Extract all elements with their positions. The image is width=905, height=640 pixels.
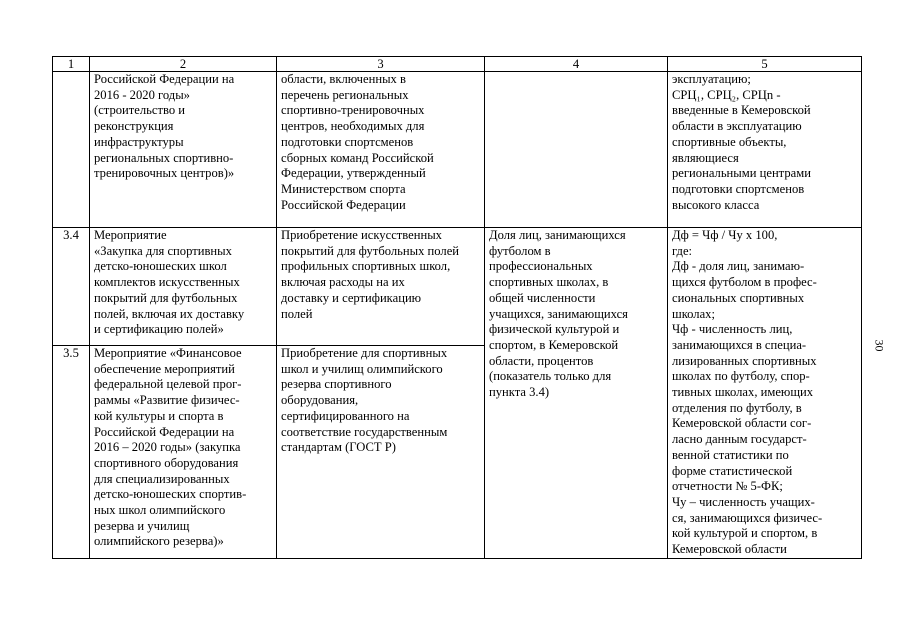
row-number: 3.4 [53, 228, 90, 346]
header-col-4: 4 [485, 57, 668, 72]
row-number [53, 72, 90, 228]
cell-formula: Дф = Чф / Чу х 100, где: Дф - доля лиц, занимаю- щихся футболом в профес- сиональных спортивных школах; Чф - численность лиц, занимающихся в специа- лизированных спортивных школах по футболу, спор- тивных школах, имеющих отделения по футболу, в Кемеровской области сог- ласно данным государст- венной статистики по форме статистической отчетности № 5-ФК; Чу – численность учащих- ся, занимающихся физичес- кой культурой и спортом, в Кемеровской области [668, 228, 862, 559]
cell-indicator [485, 72, 668, 228]
page-number: 30 [872, 339, 887, 352]
cell-activity: Мероприятие «Финансовое обеспечение мероприятий федеральной целевой прог- раммы «Развитие физичес- кой культуры и спорта в Российской Федерации на 2016 – 2020 годы» (закупка спортивного оборудования для специализированных детско-юношеских спортив- ных школ олимпийского резерва и училищ олимпийского резерва)» [90, 346, 277, 559]
cell-description: Приобретение искусственных покрытий для футбольных полей профильных спортивных школ, включая расходы на их доставку и сертификацию полей [277, 228, 485, 346]
header-col-3: 3 [277, 57, 485, 72]
document-table [52, 56, 862, 559]
table-header-row [53, 57, 862, 72]
cell-activity: Мероприятие «Закупка для спортивных детско-юношеских школ комплектов искусственных покрытий для футбольных полей, включая их доставку и сертификацию полей» [90, 228, 277, 346]
cell-description: области, включенных в перечень региональных спортивно-тренировочных центров, необходимых для подготовки спортсменов сборных команд Российской Федерации, утвержденный Министерством спорта Российской Федерации [277, 72, 485, 228]
cell-description: Приобретение для спортивных школ и училищ олимпийского резерва спортивного оборудования, сертифицированного на соответствие государственным стандартам (ГОСТ Р) [277, 346, 485, 559]
header-col-2: 2 [90, 57, 277, 72]
header-col-5: 5 [668, 57, 862, 72]
cell-formula: эксплуатацию; СРЦ₁, СРЦ₂, СРЦn - введенные в Кемеровской области в эксплуатацию спортивные объекты, являющиеся региональными центрами подготовки спортсменов высокого класса [668, 72, 862, 228]
row-number: 3.5 [53, 346, 90, 559]
cell-indicator: Доля лиц, занимающихся футболом в профессиональных спортивных школах, в общей численности учащихся, занимающихся физической культурой и спортом, в Кемеровской области, процентов (показатель только для пункта 3.4) [485, 228, 668, 559]
table-row [53, 228, 862, 346]
cell-activity: Российской Федерации на 2016 - 2020 годы» (строительство и реконструкция инфраструктуры региональных спортивно- тренировочных центров)» [90, 72, 277, 228]
header-col-1: 1 [53, 57, 90, 72]
table-row [53, 72, 862, 228]
